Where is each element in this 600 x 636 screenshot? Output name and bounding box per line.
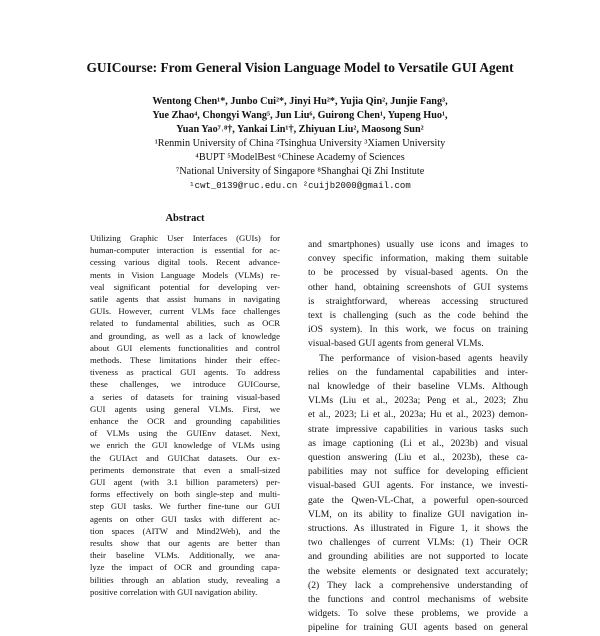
body-line: question answering (Liu et al., 2023b), these ca- — [308, 452, 528, 464]
author-line: Yuan Yao⁷˒⁸†, Yankai Lin¹†, Zhiyuan Liu², Maosong Sun² — [176, 124, 424, 135]
abstract-line: Utilizing Graphic User Interfaces (GUIs) for — [90, 233, 280, 243]
intro-body — [308, 238, 528, 636]
abstract-line: ments in Vision Language Models (VLMs) re- — [90, 269, 280, 280]
abstract-line: of VLMs using the GUIEnv dataset. Next, — [90, 428, 280, 439]
body-line: widgets. To solve these problems, we provide a — [308, 608, 528, 620]
body-line: and smartphones) usually use icons and images to — [308, 239, 528, 250]
body-line: as image captioning (Li et al., 2023b) and visual — [308, 437, 528, 449]
body-line: relies on the fundamental capabilities and inter- — [308, 366, 528, 378]
body-line: the website elements or designated text accurately; — [308, 565, 528, 577]
affiliation-line: ⁷National University of Singapore ⁸Shanghai Qi Zhi Institute — [175, 166, 425, 177]
body-line: (2) They lack a comprehensive understanding of — [308, 579, 528, 591]
abstract-body — [90, 232, 280, 598]
abstract-line: the GUIAct and GUIChat datasets. Our ex- — [90, 452, 280, 463]
abstract-line: human-computer interaction is essential for ac- — [90, 245, 280, 256]
author-line: Wentong Chen¹*, Junbo Cui²*, Jinyi Hu²*, Yujia Qin², Junjie Fang³, — [152, 96, 448, 107]
body-line: VLM, on its ability to finalize GUI navigation in- — [308, 508, 528, 520]
body-line: and grounding abilities are not supported to locate — [308, 551, 528, 563]
body-line: et al., 2023; Li et al., 2023a; Hu et al., 2023) demon- — [308, 409, 528, 421]
abstract-line: satile agents that assist humans in navigating — [90, 294, 280, 305]
abstract-line: we enrich the GUI knowledge of VLMs using — [90, 440, 280, 451]
body-line: visual-based GUI agents from general VLMs. — [308, 338, 484, 350]
body-line: convey specific information, making them suitable — [308, 253, 528, 265]
body-line: nal knowledge of their baseline VLMs. Although — [308, 381, 528, 393]
abstract-line: cessing various digital tools. Recent advance- — [90, 257, 280, 268]
abstract-line: methods. These limitations hinder their effec- — [90, 355, 280, 366]
body-line: to be processed by visual-based agents. On the — [308, 267, 528, 279]
affiliation-list — [40, 137, 560, 179]
abstract-line: forms effectively on both single-step and multi- — [90, 489, 280, 500]
abstract-line: these challenges, we introduce GUICourse, — [90, 379, 280, 390]
body-line: VLMs (Liu et al., 2023a; Peng et al., 2023; Zhu — [308, 395, 528, 407]
body-line: The performance of vision-based agents heavily — [319, 352, 528, 364]
body-line: other hand, obtaining screenshots of GUI systems — [308, 281, 528, 293]
author-line: Yue Zhao⁴, Chongyi Wang⁵, Jun Liu⁶, Guirong Chen¹, Yupeng Huo¹, — [152, 110, 448, 121]
body-line: pipeline for training GUI agents based on general — [308, 622, 528, 634]
body-line: gate the Qwen-VL-Chat, a powerful open-sourced — [308, 494, 528, 506]
abstract-line: a series of datasets for training visual-based — [90, 391, 280, 402]
abstract-line: veal significant potential for developing ver- — [90, 281, 280, 292]
abstract-line: step GUI tasks. We further fine-tune our GUI — [90, 501, 280, 512]
abstract-line: results show that our agents are better than — [90, 538, 280, 549]
abstract-line: tiveness as practical GUI agents. To address — [90, 367, 280, 378]
affiliation-line: ⁴BUPT ⁵ModelBest ⁶Chinese Academy of Sciences — [195, 152, 405, 163]
body-line: pabilities may not suffice for developing efficient — [308, 466, 528, 478]
abstract-line: tion spaces (AITW and Mind2Web), and the — [90, 525, 280, 536]
body-line: the functions and control mechanisms of website — [308, 594, 528, 606]
body-line: visual-based GUI agents. For instance, we investi- — [308, 480, 528, 492]
body-line: text is challenging (such as the code behind the — [308, 310, 528, 322]
abstract-line: periments demonstrate that even a small-sized — [90, 464, 280, 475]
author-emails: ¹cwt_0139@ruc.edu.cn ²cuijb2000@gmail.com — [189, 181, 411, 191]
body-line: structions. As illustrated in Figure 1, it shows the — [308, 523, 528, 535]
abstract-line: related to fundamental abilities, such as OCR — [90, 318, 280, 329]
body-line: iOS system). In this work, we focus on training — [308, 324, 528, 336]
body-line: is straightforward, whereas accessing structured — [308, 295, 528, 307]
abstract-line: positive correlation with GUI navigation ability. — [90, 586, 258, 597]
abstract-heading: Abstract — [165, 213, 205, 224]
affiliation-line: ¹Renmin University of China ²Tsinghua University ³Xiamen University — [154, 138, 446, 149]
author-list — [40, 95, 560, 137]
abstract-line: and grounding, as well as a lack of knowledge — [90, 330, 280, 341]
body-line: two challenges of current VLMs: (1) Their OCR — [308, 537, 528, 549]
abstract-line: enhance the OCR and grounding capabilities — [90, 416, 280, 427]
body-line: strate impressive capabilities in various tasks such — [308, 423, 528, 435]
abstract-line: lyze the impact of OCR and grounding capa- — [90, 562, 280, 573]
abstract-line: GUIs. However, current VLMs face challenges — [90, 306, 280, 317]
abstract-line: agents on other GUI tasks with different ac- — [90, 513, 280, 524]
abstract-line: their baseline VLMs. Additionally, we ana- — [90, 550, 280, 561]
abstract-line: GUI agent (with 3.1 billion parameters) per- — [90, 477, 280, 488]
abstract-line: GUI agents using general VLMs. First, we — [90, 403, 280, 414]
paper-title: GUICourse: From General Vision Language Model to Versatile GUI Agent — [86, 60, 514, 75]
abstract-line: bilities through an ablation study, revealing a — [90, 574, 280, 585]
abstract-line: about GUI elements functionalities and control — [90, 342, 280, 353]
